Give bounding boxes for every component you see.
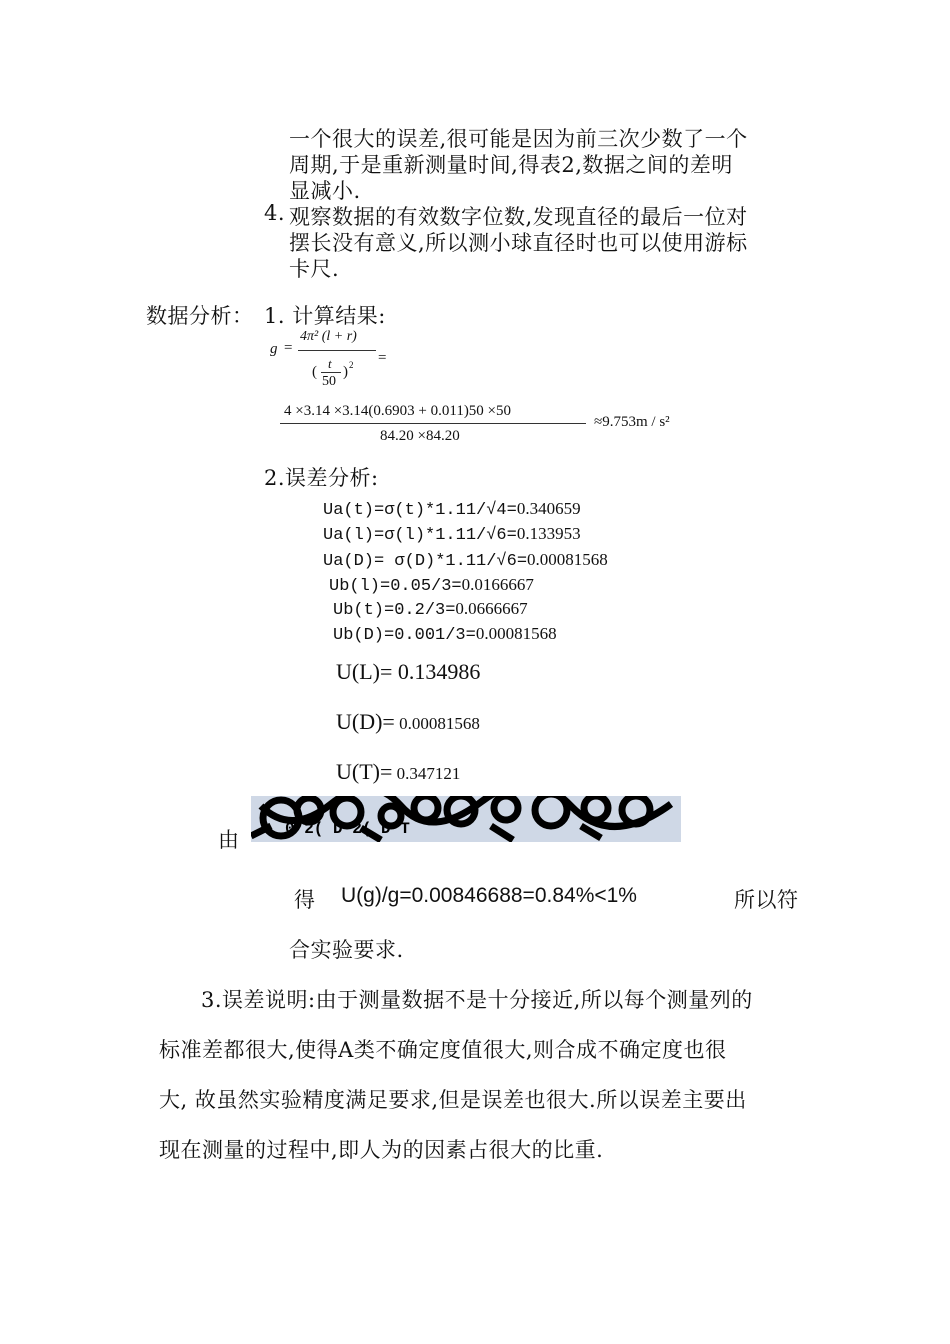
paragraph-line: 合实验要求.: [289, 938, 404, 962]
paragraph-line: 一个很大的误差,很可能是因为前三次少数了一个: [289, 127, 748, 151]
formula-image-text: 0 2( D 2( D T: [285, 820, 410, 838]
formula-denominator: 84.20 ×84.20: [380, 428, 460, 444]
fraction-bar: [321, 372, 341, 373]
paragraph-word: 得: [294, 888, 316, 912]
paragraph-line: 标准差都很大,使得A类不确定度值很大,则合成不确定度也很: [159, 1038, 727, 1062]
uncertainty-label: Ua(t)=σ(t)*1.11/√4=: [323, 501, 517, 520]
paragraph-line: 摆长没有意义,所以测小球直径时也可以使用游标: [289, 231, 748, 255]
formula-equals: =: [378, 350, 387, 366]
combined-value: 0.00081568: [394, 714, 480, 733]
combined-label: U(L)=: [336, 659, 393, 684]
uncertainty-line: [323, 550, 608, 571]
formula-var-g: g: [270, 341, 278, 357]
uncertainty-value: 0.00081568: [475, 624, 557, 643]
uncertainty-line: [333, 624, 557, 645]
uncertainty-label: Ub(D)=0.001/3=: [333, 626, 476, 645]
paragraph-line: 周期,于是重新测量时间,得表2,数据之间的差明: [289, 153, 733, 177]
uncertainty-line: [323, 499, 581, 520]
formula-paren: ): [343, 364, 348, 380]
paragraph-line: 大, 故虽然实验精度满足要求,但是误差也很大.所以误差主要出: [159, 1088, 747, 1112]
formula-t: t: [328, 356, 332, 371]
paragraph-line: 显减小.: [289, 179, 361, 203]
paragraph-word: 所以符: [734, 888, 799, 912]
formula-numerator: 4 ×3.14 ×3.14(0.6903 + 0.011)50 ×50: [284, 403, 512, 419]
uncertainty-value: 0.00081568: [527, 550, 608, 569]
uncertainty-line: [329, 575, 534, 596]
paragraph-line: 3.误差说明:由于测量数据不是十分接近,所以每个测量列的: [201, 988, 753, 1012]
list-heading: 2.误差分析:: [264, 466, 379, 490]
formula-numerator: 4π² (l + r): [300, 329, 357, 344]
formula-equals: =: [284, 340, 293, 356]
uncertainty-value: 0.0666667: [455, 599, 528, 618]
combined-uncertainty: [336, 759, 460, 785]
combined-label: U(T)=: [336, 759, 393, 784]
uncertainty-label: Ub(t)=0.2/3=: [333, 601, 456, 620]
fraction-bar: [280, 423, 586, 424]
paragraph-line: 卡尺.: [289, 257, 340, 281]
uncertainty-label: Ua(D)= σ(D)*1.11/√6=: [323, 552, 528, 571]
uncertainty-value: 0.340659: [516, 499, 581, 518]
formula-g: [268, 328, 408, 398]
relative-uncertainty: U(g)/g=0.00846688=0.84%<1%: [341, 884, 637, 907]
uncertainty-value: 0.133953: [516, 524, 581, 543]
formula-result: ≈9.753m / s²: [594, 414, 670, 430]
combined-value: 0.347121: [392, 764, 461, 783]
uncertainty-label: Ua(l)=σ(l)*1.11/√6=: [323, 526, 517, 545]
garbled-formula-image: [251, 796, 681, 842]
uncertainty-label: Ub(l)=0.05/3=: [329, 577, 462, 596]
paragraph-line: 观察数据的有效数字位数,发现直径的最后一位对: [289, 205, 748, 229]
paragraph-line: 现在测量的过程中,即人为的因素占很大的比重.: [159, 1138, 604, 1162]
uncertainty-line: [323, 524, 581, 545]
fraction-bar: [298, 350, 376, 351]
formula-exp: 2: [349, 360, 354, 370]
combined-uncertainty: [336, 709, 480, 735]
formula-paren: (: [312, 364, 317, 380]
paragraph-word: 由: [218, 828, 240, 852]
list-number: 4.: [264, 201, 286, 225]
uncertainty-value: 0.0166667: [461, 575, 534, 594]
formula-50: 50: [322, 374, 336, 389]
combined-value: 0.134986: [392, 659, 481, 684]
section-label: 数据分析：: [146, 304, 254, 328]
uncertainty-line: [333, 599, 528, 620]
combined-uncertainty: [336, 659, 480, 685]
combined-label: U(D)=: [336, 709, 395, 734]
list-heading: 1. 计算结果:: [264, 304, 386, 328]
